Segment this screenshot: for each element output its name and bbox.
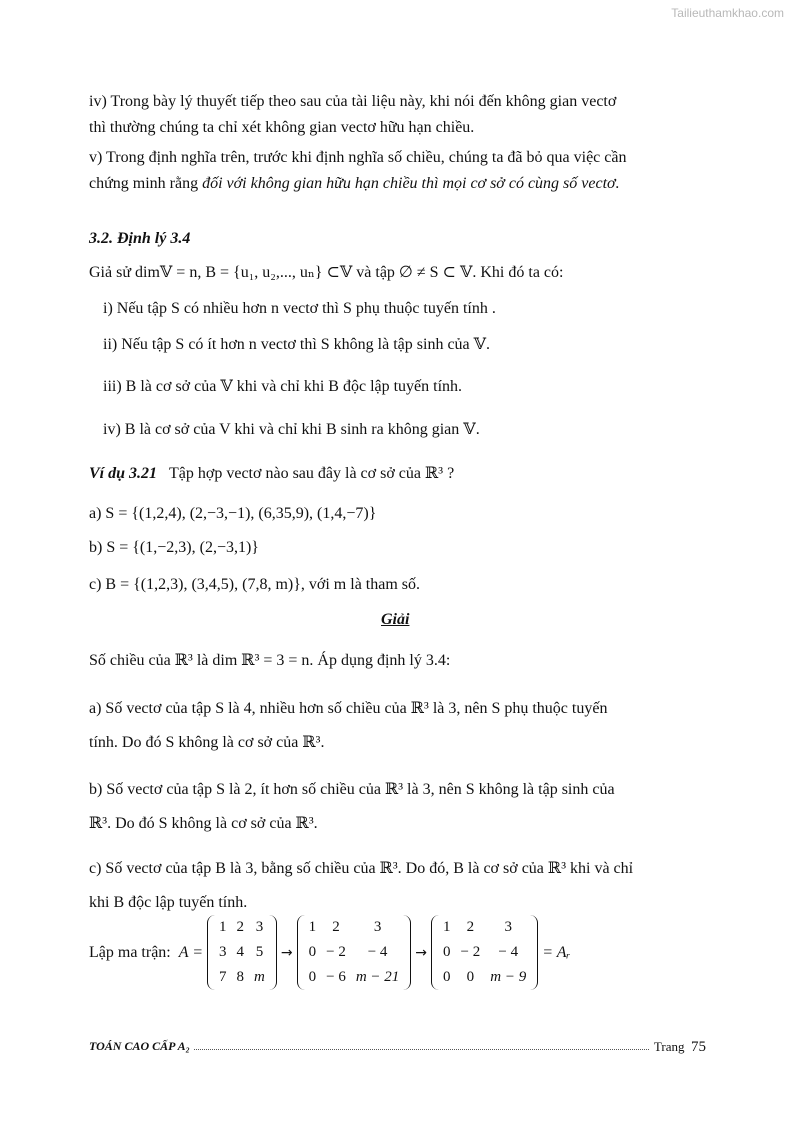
example-part-b: b) S = {(1,−2,3), (2,−3,1)} <box>89 539 259 556</box>
matrix-cell: 3 <box>504 919 512 935</box>
arrow-icon: → <box>280 944 293 961</box>
solution-c-line2: khi B độc lập tuyến tính. <box>89 894 248 911</box>
solution-b-line1: b) Số vectơ của tập S là 2, ít hơn số chiều của ℝ³ là 3, nên S không là tập sinh của <box>89 781 615 798</box>
matrix-result: = Aᵣ <box>542 943 571 961</box>
theorem-item-ii: ii) Nếu tập S có ít hơn n vectơ thì S không là tập sinh của 𝕍. <box>103 336 491 353</box>
remark-v-line1: v) Trong định nghĩa trên, trước khi định nghĩa số chiều, chúng ta đã bỏ qua việc cần <box>89 149 627 166</box>
footer-title: TOÁN CAO CẤP A₂ <box>89 1039 194 1054</box>
matrix-cell: 2 <box>466 919 475 935</box>
remark-iv <box>89 89 616 141</box>
matrix-3-table <box>438 915 531 990</box>
matrix-cell: 1 <box>443 919 451 935</box>
matrix-cell: 8 <box>236 969 245 985</box>
matrix-2 <box>297 915 412 990</box>
matrix-cell: 4 <box>236 944 245 960</box>
matrix-cell: 0 <box>443 969 451 985</box>
matrix-cell: 2 <box>236 919 245 935</box>
solution-b <box>89 773 615 841</box>
theorem-heading: 3.2. Định lý 3.4 <box>89 230 191 247</box>
solution-heading: Giải <box>381 611 410 628</box>
matrix-cell: 2 <box>332 919 340 935</box>
matrix-cell: − 2 <box>326 944 346 960</box>
solution-a <box>89 692 607 760</box>
matrix-1-table <box>214 915 270 990</box>
matrix-cell: m <box>254 969 265 985</box>
matrix-cell: 5 <box>255 944 264 960</box>
solution-a-line1: a) Số vectơ của tập S là 4, nhiều hơn số chiều của ℝ³ là 3, nên S phụ thuộc tuyến <box>89 700 608 717</box>
example-part-c: c) B = {(1,2,3), (3,4,5), (7,8, m)}, với m là tham số. <box>89 576 421 593</box>
watermark: Tailieuthamkhao.com <box>671 6 784 20</box>
solution-a-line2: tính. Do đó S không là cơ sở của ℝ³. <box>89 734 325 751</box>
solution-intro: Số chiều của ℝ³ là dim ℝ³ = 3 = n. Áp dụng định lý 3.4: <box>89 652 451 669</box>
remark-v-line2 <box>89 171 626 197</box>
matrix-cell: − 6 <box>326 969 346 985</box>
matrix-cell: − 2 <box>460 944 481 960</box>
example-part-a: a) S = {(1,2,4), (2,−3,−1), (6,35,9), (1,4,−7)} <box>89 505 377 522</box>
matrix-a-name: A = <box>178 943 204 961</box>
theorem-item-iv: iv) B là cơ sở của V khi và chỉ khi B sinh ra không gian 𝕍. <box>103 421 480 438</box>
footer-page-label: Trang <box>653 1039 685 1054</box>
matrix-cell: 1 <box>219 919 227 935</box>
theorem-hypothesis: Giả sử dim𝕍 = n, B = {u₁, u₂,..., uₙ} ⊂𝕍 và tập ∅ ≠ S ⊂ 𝕍. Khi đó ta có: <box>89 264 564 281</box>
remark-v-line2-start: chứng minh rằng <box>89 175 203 192</box>
theorem-item-iii: iii) B là cơ sở của 𝕍 khi và chỉ khi B độc lập tuyến tính. <box>103 378 463 395</box>
matrix-cell: 0 <box>308 969 317 985</box>
page-number: 75 <box>691 1039 706 1055</box>
matrix-cell: 0 <box>443 944 451 960</box>
example-label: Ví dụ 3.21 <box>89 465 158 482</box>
theorem-item-i: i) Nếu tập S có nhiều hơn n vectơ thì S phụ thuộc tuyến tính . <box>103 300 496 317</box>
solution-c-line1: c) Số vectơ của tập B là 3, bằng số chiều của ℝ³. Do đó, B là cơ sở của ℝ³ khi và chỉ <box>89 860 634 877</box>
footer-page <box>650 1039 706 1056</box>
matrix-cell: 0 <box>308 944 317 960</box>
matrix-cell: 1 <box>308 919 317 935</box>
matrix-3 <box>431 915 538 990</box>
matrix-cell: m − 21 <box>355 969 400 985</box>
solution-b-line2: ℝ³. Do đó S không là cơ sở của ℝ³. <box>89 815 318 832</box>
matrix-cell: 3 <box>373 919 382 935</box>
matrix-cell: 3 <box>219 944 227 960</box>
remark-iv-line1: iv) Trong bày lý thuyết tiếp theo sau của tài liệu này, khi nói đến không gian vectơ <box>89 93 617 110</box>
matrix-label: Lập ma trận: <box>89 943 171 961</box>
solution-c <box>89 852 633 920</box>
example-question: Tập hợp vectơ nào sau đây là cơ sở của ℝ³ ? <box>169 465 455 482</box>
arrow-icon: → <box>415 944 428 961</box>
matrix-2-table <box>304 915 405 990</box>
matrix-cell: − 4 <box>498 944 519 960</box>
matrix-cell: m − 9 <box>490 969 527 985</box>
matrix-1 <box>207 915 277 990</box>
remark-v-line2-italic: đối với không gian hữu hạn chiều thì mọi cơ sở có cùng số vectơ. <box>202 175 620 192</box>
matrix-reduction <box>89 915 570 990</box>
matrix-cell: 7 <box>219 969 227 985</box>
remark-v <box>89 145 626 197</box>
example-header <box>89 463 454 483</box>
matrix-cell: 0 <box>466 969 475 985</box>
matrix-cell: 3 <box>255 919 264 935</box>
matrix-cell: − 4 <box>367 944 388 960</box>
remark-iv-line2: thì thường chúng ta chỉ xét không gian vectơ hữu hạn chiều. <box>89 119 475 136</box>
